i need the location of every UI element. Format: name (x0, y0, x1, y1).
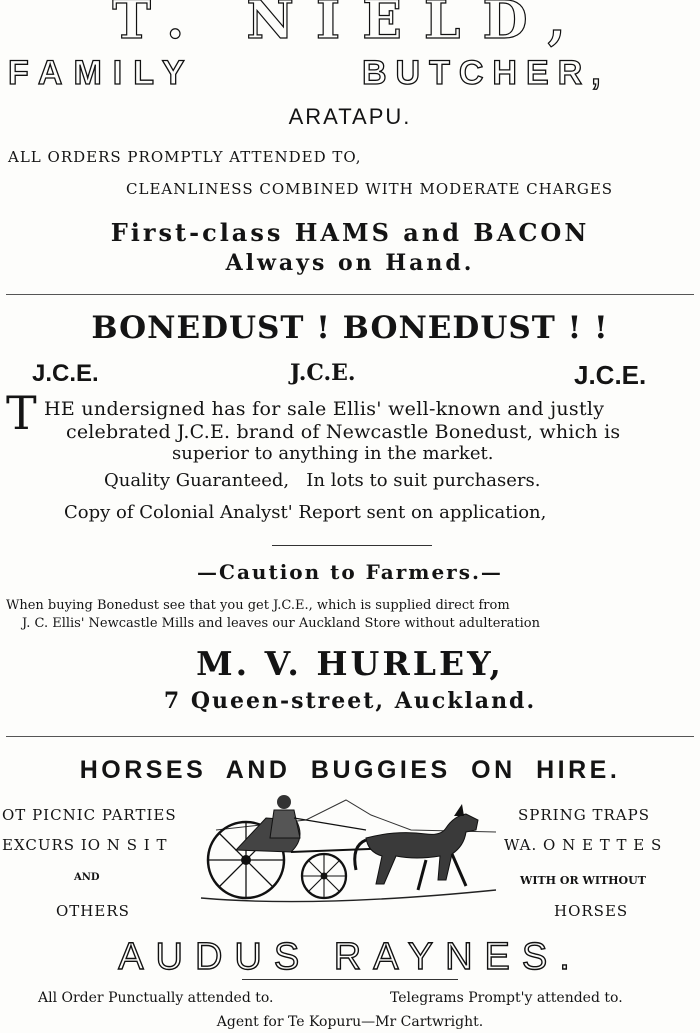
divider-short-2 (242, 979, 458, 980)
merchant-address: 7 Queen-street, Auckland. (163, 688, 537, 714)
brand-center: J.C.E. (290, 360, 356, 386)
quality-line: Quality Guaranteed, In lots to suit purchasers. (104, 470, 541, 491)
left-item-2: EXCURS IO N S I T (2, 836, 168, 854)
proprietor-name: AUDUS RAYNES. (118, 936, 582, 978)
right-item-2: WA. O N E T T E S (504, 836, 663, 854)
merchant-name: M. V. HURLEY, (196, 644, 504, 683)
copy-report-line: Copy of Colonial Analyst' Report sent on application, (64, 502, 547, 523)
footer-telegrams: Telegrams Prompt'y attended to. (390, 990, 623, 1006)
divider-1 (6, 294, 694, 295)
right-item-3: WITH OR WITHOUT (520, 874, 646, 887)
body-line-3: superior to anything in the market. (172, 443, 494, 464)
right-item-1: SPRING TRAPS (518, 806, 650, 824)
agent-line: Agent for Te Kopuru—Mr Cartwright. (216, 1014, 484, 1030)
body-line-1: HE undersigned has for sale Ellis' well-known and justly (44, 398, 605, 420)
warn-line-1: When buying Bonedust see that you get J.C.E., which is supplied direct from (6, 598, 510, 613)
left-item-4: OTHERS (56, 902, 130, 920)
butcher-name: T. NIELD, (112, 0, 588, 51)
brand-right: J.C.E. (574, 360, 647, 390)
hire-headline: HORSES AND BUGGIES ON HIRE. (79, 756, 621, 784)
horse-icon (355, 804, 478, 890)
driver-figure (270, 795, 366, 838)
butcher-trade-butcher: BUTCHER, (362, 54, 610, 92)
left-item-1: OT PICNIC PARTIES (2, 806, 177, 824)
ground-line (201, 890, 496, 902)
caution-heading: —Caution to Farmers.— (197, 560, 503, 584)
butcher-trade-family: FAMILY (8, 54, 196, 92)
divider-2 (6, 736, 694, 737)
butcher-always-on-hand: Always on Hand. (225, 250, 475, 276)
butcher-orders-line: ALL ORDERS PROMPTLY ATTENDED TO, (8, 148, 362, 166)
footer-orders: All Order Punctually attended to. (38, 990, 274, 1006)
warn-line-2: J. C. Ellis' Newcastle Mills and leaves our Auckland Store without adulteration (22, 616, 540, 631)
front-wheel-icon (302, 854, 346, 898)
right-item-4: HORSES (554, 902, 629, 920)
butcher-place: ARATAPU. (288, 104, 412, 129)
butcher-charges-line: CLEANLINESS COMBINED WITH MODERATE CHARGES (126, 180, 614, 198)
butcher-hams-bacon: First-class HAMS and BACON (110, 218, 590, 247)
horse-buggy-illustration (196, 790, 501, 920)
left-item-3: AND (74, 872, 100, 883)
body-line-2: celebrated J.C.E. brand of Newcastle Bonedust, which is (66, 421, 621, 443)
brand-left: J.C.E. (32, 360, 99, 387)
drop-cap: T (6, 386, 37, 440)
divider-short-1 (272, 545, 432, 546)
bonedust-headline: BONEDUST ! BONEDUST ! ! (91, 310, 609, 346)
